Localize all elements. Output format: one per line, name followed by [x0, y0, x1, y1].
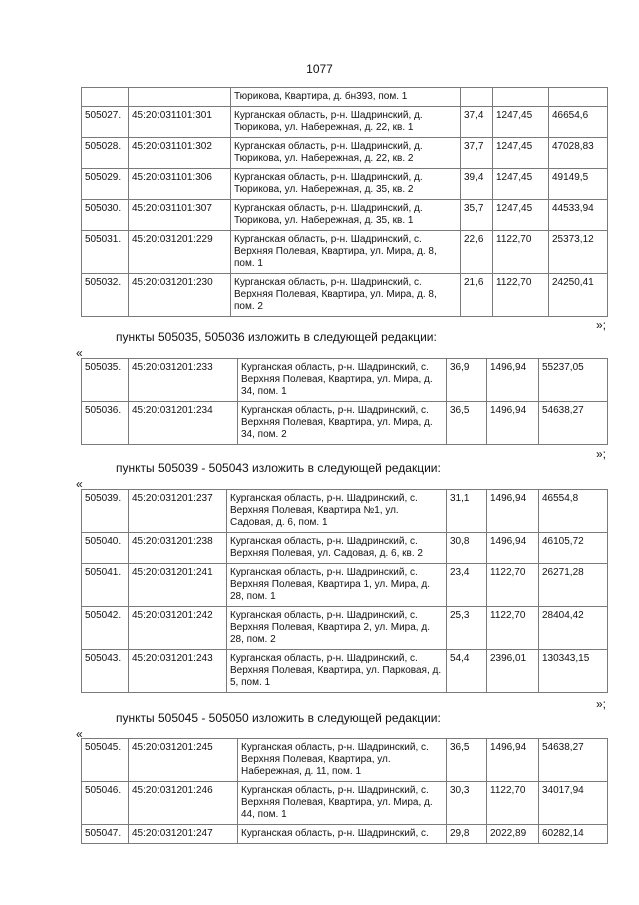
table-row: [82, 739, 608, 782]
cell-item-number: 505046.: [82, 782, 129, 825]
cell-item-number: 505029.: [82, 169, 129, 200]
cell-cadastral-number: 45:20:031201:246: [129, 782, 238, 825]
cell-address: Курганская область, р-н. Шадринский, с. Верхняя Полевая, Квартира, ул. Мира, д. 34, пом. 2: [238, 402, 447, 445]
cell-item-number: 505031.: [82, 231, 129, 274]
cell-address: Курганская область, р-н. Шадринский, с. Верхняя Полевая, Квартира 2, ул. Мира, д. 28, пом. 2: [227, 607, 447, 650]
cell-value: 47028,83: [549, 138, 608, 169]
cell-cadastral-number: 45:20:031201:245: [129, 739, 238, 782]
cell-rate: 1247,45: [493, 107, 549, 138]
cell-area: 25,3: [447, 607, 487, 650]
cell-cadastral-number: [129, 88, 231, 107]
cell-value: 46654,6: [549, 107, 608, 138]
cell-rate: [493, 88, 549, 107]
cell-area: 30,8: [447, 533, 487, 564]
cell-area: 23,4: [447, 564, 487, 607]
closing-quote: »;: [595, 447, 606, 461]
cell-rate: 1122,70: [487, 782, 539, 825]
cell-item-number: 505043.: [82, 650, 129, 693]
table-row: [82, 274, 608, 317]
cell-cadastral-number: 45:20:031201:237: [129, 490, 227, 533]
cell-rate: 1247,45: [493, 200, 549, 231]
cell-cadastral-number: 45:20:031201:243: [129, 650, 227, 693]
table-row: [82, 490, 608, 533]
cell-address: Курганская область, р-н. Шадринский, с. Верхняя Полевая, Квартира, ул. Парковая, д. 5, пом. 1: [227, 650, 447, 693]
register-table-3: [81, 489, 608, 693]
cell-area: 31,1: [447, 490, 487, 533]
cell-area: 54,4: [447, 650, 487, 693]
cell-value: 24250,41: [549, 274, 608, 317]
register-table-1: [81, 87, 608, 317]
cell-value: 28404,42: [539, 607, 608, 650]
cell-rate: 1496,94: [487, 402, 539, 445]
cell-value: 26271,28: [539, 564, 608, 607]
cell-address: Курганская область, р-н. Шадринский, д. Тюрикова, ул. Набережная, д. 35, кв. 1: [231, 200, 461, 231]
cell-value: 130343,15: [539, 650, 608, 693]
cell-rate: 1122,70: [493, 231, 549, 274]
cell-address: Курганская область, р-н. Шадринский, с. Верхняя Полевая, Квартира, ул. Набережная, д. 11, пом. 1: [238, 739, 447, 782]
cell-address: Тюрикова, Квартира, д. бн393, пом. 1: [231, 88, 461, 107]
cell-area: 22,6: [461, 231, 493, 274]
register-table-2: [81, 358, 608, 445]
paragraph-amend-505039: пункты 505039 - 505043 изложить в следующей редакции:: [116, 461, 441, 475]
table-row: [82, 200, 608, 231]
cell-area: 36,5: [447, 739, 487, 782]
cell-area: 36,9: [447, 359, 487, 402]
cell-area: 30,3: [447, 782, 487, 825]
cell-value: 25373,12: [549, 231, 608, 274]
closing-quote: »;: [595, 318, 606, 332]
register-table-4: [81, 738, 608, 844]
opening-quote: «: [76, 727, 83, 741]
cell-item-number: 505040.: [82, 533, 129, 564]
cell-value: 44533,94: [549, 200, 608, 231]
cell-area: 39,4: [461, 169, 493, 200]
cell-item-number: 505036.: [82, 402, 129, 445]
cell-area: [461, 88, 493, 107]
cell-cadastral-number: 45:20:031101:302: [129, 138, 231, 169]
cell-rate: 2022,89: [487, 825, 539, 844]
cell-value: 49149,5: [549, 169, 608, 200]
table-row: [82, 533, 608, 564]
cell-cadastral-number: 45:20:031201:229: [129, 231, 231, 274]
cell-address: Курганская область, р-н. Шадринский, д. Тюрикова, ул. Набережная, д. 35, кв. 2: [231, 169, 461, 200]
cell-area: 21,6: [461, 274, 493, 317]
cell-area: 37,4: [461, 107, 493, 138]
cell-address: Курганская область, р-н. Шадринский, с.: [238, 825, 447, 844]
cell-address: Курганская область, р-н. Шадринский, с. Верхняя Полевая, Квартира, ул. Мира, д. 44, пом. 1: [238, 782, 447, 825]
page-number: 1077: [306, 62, 333, 76]
cell-cadastral-number: 45:20:031201:238: [129, 533, 227, 564]
table-row: [82, 138, 608, 169]
table-row: [82, 359, 608, 402]
cell-rate: 1496,94: [487, 490, 539, 533]
table-row: [82, 607, 608, 650]
cell-area: 36,5: [447, 402, 487, 445]
table-row: [82, 107, 608, 138]
table-row: [82, 564, 608, 607]
opening-quote: «: [76, 477, 83, 491]
cell-area: 37,7: [461, 138, 493, 169]
cell-rate: 1122,70: [487, 607, 539, 650]
cell-rate: 1496,94: [487, 359, 539, 402]
cell-value: 60282,14: [539, 825, 608, 844]
cell-item-number: [82, 88, 129, 107]
cell-cadastral-number: 45:20:031201:247: [129, 825, 238, 844]
cell-address: Курганская область, р-н. Шадринский, с. Верхняя Полевая, Квартира №1, ул. Садовая, д. 6, пом. 1: [227, 490, 447, 533]
cell-address: Курганская область, р-н. Шадринский, д. Тюрикова, ул. Набережная, д. 22, кв. 2: [231, 138, 461, 169]
opening-quote: «: [76, 346, 83, 360]
cell-cadastral-number: 45:20:031101:301: [129, 107, 231, 138]
cell-item-number: 505045.: [82, 739, 129, 782]
cell-address: Курганская область, р-н. Шадринский, с. Верхняя Полевая, Квартира, ул. Мира, д. 8, пом. 2: [231, 274, 461, 317]
table-row: [82, 169, 608, 200]
cell-item-number: 505042.: [82, 607, 129, 650]
cell-rate: 1496,94: [487, 739, 539, 782]
cell-value: 46554,8: [539, 490, 608, 533]
cell-value: 46105,72: [539, 533, 608, 564]
cell-item-number: 505047.: [82, 825, 129, 844]
cell-cadastral-number: 45:20:031201:234: [129, 402, 238, 445]
cell-area: 35,7: [461, 200, 493, 231]
cell-item-number: 505030.: [82, 200, 129, 231]
cell-item-number: 505039.: [82, 490, 129, 533]
cell-rate: 2396,01: [487, 650, 539, 693]
table-row: [82, 402, 608, 445]
cell-cadastral-number: 45:20:031201:230: [129, 274, 231, 317]
cell-address: Курганская область, р-н. Шадринский, д. Тюрикова, ул. Набережная, д. 22, кв. 1: [231, 107, 461, 138]
cell-item-number: 505028.: [82, 138, 129, 169]
cell-rate: 1496,94: [487, 533, 539, 564]
cell-address: Курганская область, р-н. Шадринский, с. Верхняя Полевая, Квартира, ул. Мира, д. 34, пом. 1: [238, 359, 447, 402]
paragraph-amend-505035: пункты 505035, 505036 изложить в следующей редакции:: [116, 330, 437, 344]
cell-cadastral-number: 45:20:031201:233: [129, 359, 238, 402]
cell-item-number: 505035.: [82, 359, 129, 402]
paragraph-amend-505045: пункты 505045 - 505050 изложить в следующей редакции:: [116, 711, 441, 725]
cell-cadastral-number: 45:20:031201:242: [129, 607, 227, 650]
table-row: [82, 782, 608, 825]
table-row: [82, 231, 608, 274]
cell-rate: 1122,70: [493, 274, 549, 317]
cell-cadastral-number: 45:20:031201:241: [129, 564, 227, 607]
cell-rate: 1247,45: [493, 169, 549, 200]
cell-value: 34017,94: [539, 782, 608, 825]
cell-area: 29,8: [447, 825, 487, 844]
cell-address: Курганская область, р-н. Шадринский, с. Верхняя Полевая, Квартира, ул. Мира, д. 8, пом. 1: [231, 231, 461, 274]
cell-address: Курганская область, р-н. Шадринский, с. Верхняя Полевая, Квартира 1, ул. Мира, д. 28, пом. 1: [227, 564, 447, 607]
cell-value: 54638,27: [539, 739, 608, 782]
cell-item-number: 505027.: [82, 107, 129, 138]
cell-item-number: 505041.: [82, 564, 129, 607]
cell-rate: 1122,70: [487, 564, 539, 607]
cell-rate: 1247,45: [493, 138, 549, 169]
cell-cadastral-number: 45:20:031101:307: [129, 200, 231, 231]
table-row: [82, 88, 608, 107]
table-row: [82, 825, 608, 844]
table-row: [82, 650, 608, 693]
closing-quote: »;: [595, 697, 606, 711]
cell-value: 55237,05: [539, 359, 608, 402]
cell-value: [549, 88, 608, 107]
cell-address: Курганская область, р-н. Шадринский, с. Верхняя Полевая, ул. Садовая, д. 6, кв. 2: [227, 533, 447, 564]
cell-item-number: 505032.: [82, 274, 129, 317]
cell-cadastral-number: 45:20:031101:306: [129, 169, 231, 200]
cell-value: 54638,27: [539, 402, 608, 445]
